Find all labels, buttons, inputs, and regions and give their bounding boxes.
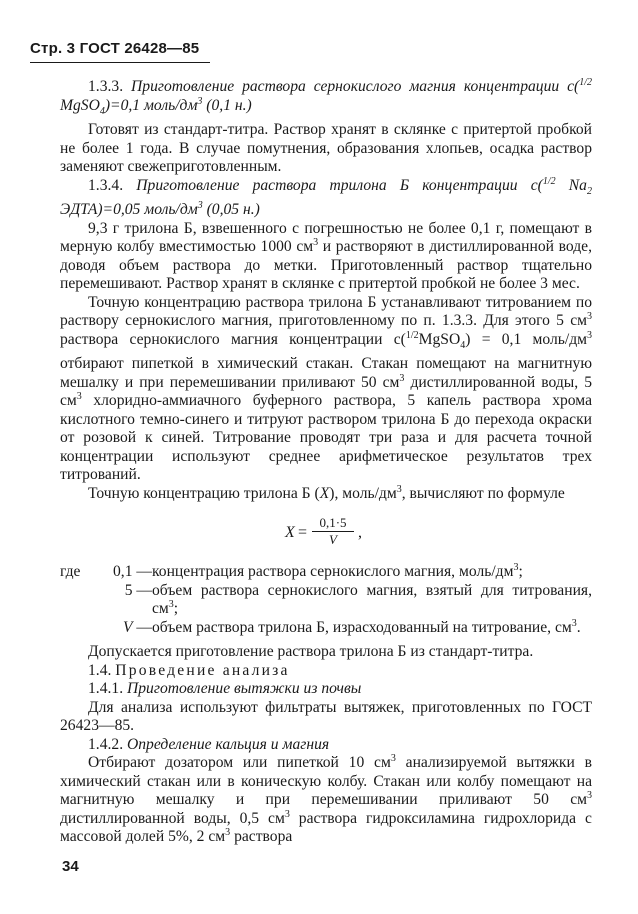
formula-legend <box>60 563 592 637</box>
formula-lhs: X <box>285 524 295 542</box>
formula-equals: = <box>298 524 308 542</box>
formula-denominator: V <box>329 532 337 548</box>
legend-row: 5 — объем раствора сернокислого магния, взятый для титрования, $см^3$; <box>124 581 592 618</box>
formula-numerator: 0,1·5 <box>312 515 354 532</box>
legend-where: где <box>60 563 81 581</box>
document-body <box>60 78 592 847</box>
section-1-3-4-paragraph-1: 9,3 г трилона Б, взвешенного с погрешностью не более 0,1 г, помещают в мерную колбу вместимостью 1000 $см^3$ и растворяют в дистиллированной воде, доводя объем раствора до метки. Приготовленный раствор тщательно перемешивают. Раствор хранят в склянке с притертой пробкой не более 3 мес. <box>60 219 592 293</box>
section-1-4-2-title: 1.4.2. Определение кальция и магния <box>88 735 330 753</box>
legend-row: V — объем раствора трилона Б, израсходованный на титрование, $см^3$. <box>122 617 581 636</box>
section-1-3-3-title: 1.3.3. Приготовление раствора сернокислого магния концентрации с($^{1/2}$ MgSO$_4$)=0,1 моль/$дм^3$ (0,1 н.) <box>60 76 592 117</box>
section-1-4-1-text: Для анализа используют фильтраты вытяжек, приготовленных по ГОСТ 26423—85. <box>60 698 592 735</box>
section-1-3-4-paragraph-2: Точную концентрацию раствора трилона Б устанавливают титрованием по раствору сернокислого магния, приготовленному по п. 1.3.3. Для этого 5 $см^3$ раствора сернокислого магния концентрации с($^{1/2}$MgSO$_4$) = 0,1 моль/$дм^3$ отбирают пипеткой в химический стакан. Стакан помещают на магнитную мешалку и при перемешивании приливают 50 $см^3$ дистиллированной воды, 5 $см^3$ хлоридно-аммиачного буферного раствора, 5 капель раствора хрома кислотного темно-синего и титруют раствором трилона Б до перехода окраски от розовой к синей. Титрование проводят три раза и для расчета точной концентрации используют среднее арифметическое результатов трех титрований. <box>60 293 592 484</box>
note-paragraph: Допускается приготовление раствора трилона Б из стандарт-титра. <box>88 643 534 661</box>
section-1-4-1-title: 1.4.1. Приготовление вытяжки из почвы <box>88 680 362 698</box>
formula-fraction <box>312 515 354 547</box>
section-1-3-3-text: Готовят из стандарт-титра. Раствор хранят в склянке с притертой пробкой не более 1 года. В случае помутнения, образования хлопьев, осадка раствор заменяют свежеприготовленным. <box>60 121 592 176</box>
section-1-4-2-text: Отбирают дозатором или пипеткой 10 $см^3$ анализируемой вытяжки в химический стакан или в коническую колбу. Стакан или колбу помещают на магнитную мешалку и при перемешивании приливают 50 $см^3$ дистиллированной воды, 0,5 $см^3$ раствора гидроксиламина гидрохлорида с массовой долей 5%, 2 $см^3$ раствора <box>60 753 592 846</box>
formula-comma: , <box>358 524 362 542</box>
header-text: Стр. 3 ГОСТ 26428—85 <box>30 40 200 57</box>
header-rule <box>30 62 210 63</box>
section-1-4-title: 1.4. Проведение анализа <box>88 661 290 679</box>
section-1-3-4-paragraph-3: Точную концентрацию трилона Б (X), моль/$дм^3$, вычисляют по формуле <box>88 483 565 502</box>
legend-row: где 0,1 — концентрация раствора сернокислого магния, моль/$дм^3$; <box>60 562 523 581</box>
page-number: 34 <box>62 858 79 875</box>
formula <box>60 515 592 551</box>
section-1-3-4-title: 1.3.4. Приготовление раствора трилона Б концентрации с($^{1/2}$ $Na_2$ ЭДТА)=0,05 моль/$дм^3$ (0,05 н.) <box>60 175 592 219</box>
page-header <box>30 40 199 57</box>
